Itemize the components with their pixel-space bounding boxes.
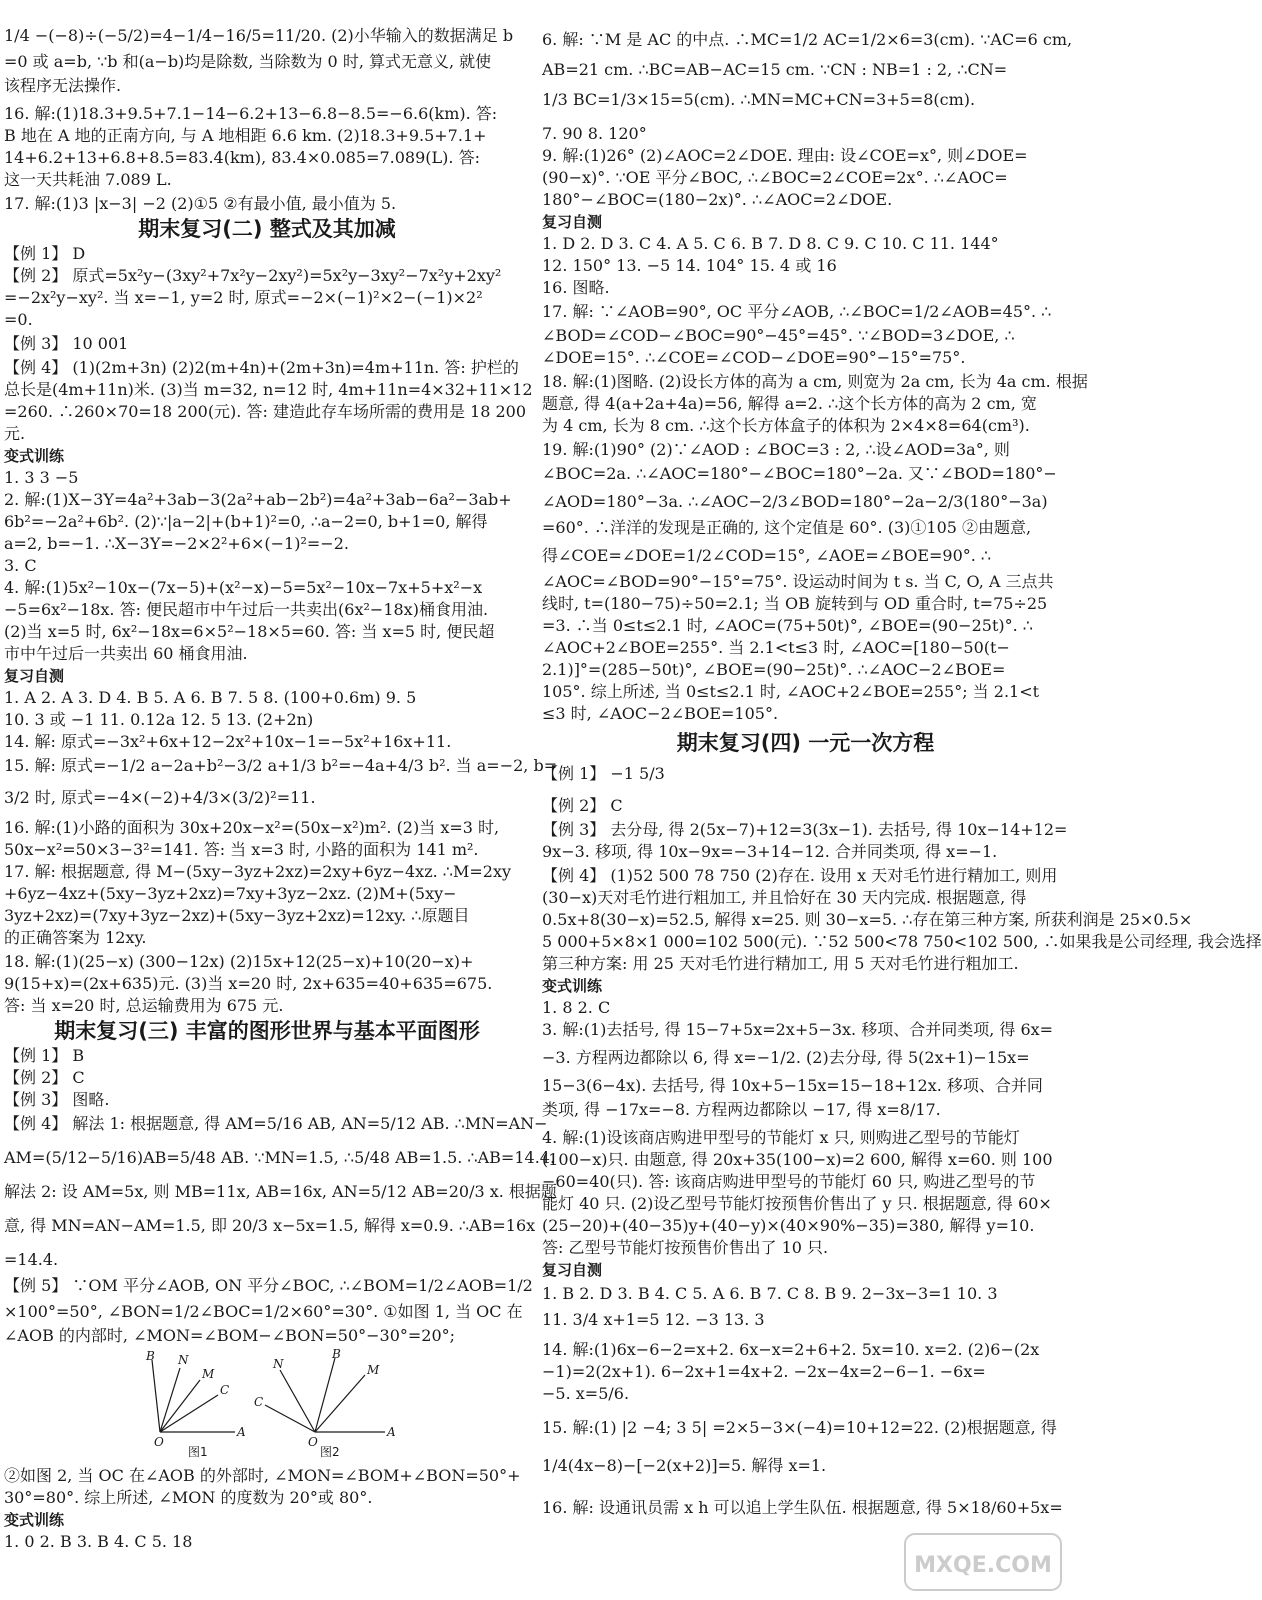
text-line: ∠DOE=15°. ∴∠COE=∠COD−∠DOE=90°−15°=75°.	[542, 348, 966, 367]
figure-1-caption: 图1	[188, 1445, 208, 1459]
text-line: =−2x²y−xy². 当 x=−1, y=2 时, 原式=−2×(−1)²×2−(−1)×2²	[4, 288, 483, 307]
text-line: 【例 3】 去分母, 得 2(5x−7)+12=3(3x−1). 去括号, 得 10x−14+12=	[542, 820, 1068, 839]
text-line: 11. 3/4 x+1=5 12. −3 13. 3	[542, 1310, 765, 1329]
text-line: 16. 解:(1)18.3+9.5+7.1−14−6.2+13−6.8−8.5=−6.6(km). 答:	[4, 104, 498, 123]
subsection-label: 变式训练	[4, 447, 65, 465]
ray-on	[160, 1368, 180, 1432]
text-line: ∠BOC=2a. ∴∠AOC=180°−∠BOC=180°−2a. 又∵∠BOD=180°−	[542, 464, 1057, 483]
text-line: 14. 解: 原式=−3x²+6x+12−2x²+10x−1=−5x²+16x+11.	[4, 732, 452, 751]
text-line: 3yz+2xz)=(7xy+3yz−2xz)+(5xy−3yz+2xz)=12xy. ∴原题目	[4, 906, 470, 925]
text-line: 【例 2】 原式=5x²y−(3xy²+7x²y−2xy²)=5x²y−3xy²−7x²y+2xy²	[4, 266, 502, 285]
text-line: 总长是(4m+11n)米. (3)当 m=32, n=12 时, 4m+11n=4×32+11×12	[4, 380, 533, 399]
text-line: 9. 解:(1)26° (2)∠AOC=2∠DOE. 理由: 设∠COE=x°, 则∠DOE=	[542, 146, 1028, 165]
text-line: 15−3(6−4x). 去括号, 得 10x+5−15x=15−18+12x. 移项、合并同	[542, 1076, 1043, 1095]
text-line: 12. 150° 13. −5 14. 104° 15. 4 或 16	[542, 256, 837, 275]
text-line: 30°=80°. 综上所述, ∠MON 的度数为 20°或 80°.	[4, 1488, 373, 1507]
text-line: 16. 解:(1)小路的面积为 30x+20x−x²=(50x−x²)m². (2)当 x=3 时,	[4, 818, 500, 837]
text-line: 14+6.2+13+6.8+8.5=83.4(km), 83.4×0.085=7.089(L). 答:	[4, 148, 480, 167]
text-line: 1/3 BC=1/3×15=5(cm). ∴MN=MC+CN=3+5=8(cm).	[542, 90, 976, 109]
text-line: ∠AOC+2∠BOE=255°. 当 2.1<t≤3 时, ∠AOC=[180−50(t−	[542, 638, 1010, 657]
left-column	[0, 0, 558, 1600]
text-line: 得∠COE=∠DOE=1/2∠COD=15°, ∠AOE=∠BOE=90°. ∴	[542, 546, 992, 565]
text-line: ≤3 时, ∠AOC−2∠BOE=105°.	[542, 704, 779, 723]
text-line: (25−20)+(40−35)y+(40−y)×(40×90%−35)=380, 解得 y=10.	[542, 1216, 1035, 1235]
text-line: 第三种方案: 用 25 天对毛竹进行精加工, 用 5 天对毛竹进行粗加工.	[542, 954, 1019, 973]
label-m-2: M	[367, 1363, 380, 1377]
label-b-2: B	[332, 1347, 341, 1361]
text-line: 1. D 2. D 3. C 4. A 5. C 6. B 7. D 8. C 9. C 10. C 11. 144°	[542, 234, 999, 253]
text-line: 4. 解:(1)设该商店购进甲型号的节能灯 x 只, 则购进乙型号的节能灯	[542, 1128, 1020, 1147]
text-line: 5 000+5×8×1 000=102 500(元). ∵52 500<78 750<102 500, ∴如果我是公司经理, 我会选择	[542, 932, 1262, 951]
angle-figures	[140, 1347, 400, 1460]
text-line: −1)=2(2x+1). 6−2x+1=4x+2. −2x−4x=2−6−1. −6x=	[542, 1362, 986, 1381]
text-line: 题意, 得 4(a+2a+4a)=56, 解得 a=2. ∴这个长方体的高为 2 cm, 宽	[542, 394, 1037, 413]
text-line: 【例 5】 ∵OM 平分∠AOB, ON 平分∠BOC, ∴∠BOM=1/2∠AOB=1/2	[4, 1276, 533, 1295]
text-line: 3/2 时, 原式=−4×(−2)+4/3×(3/2)²=11.	[4, 788, 316, 807]
text-line: 180°−∠BOC=(180−2x)°. ∴∠AOC=2∠DOE.	[542, 190, 893, 209]
watermark-logo	[903, 1532, 1063, 1592]
text-line: 答: 乙型号节能灯按预售价售出了 10 只.	[542, 1238, 829, 1257]
section-heading: 期末复习(三) 丰富的图形世界与基本平面图形	[54, 1019, 480, 1043]
text-line: 市中午过后一共卖出 60 桶食用油.	[4, 644, 248, 663]
text-line: 17. 解:(1)3 |x−3| −2 (2)①5 ②有最小值, 最小值为 5.	[4, 194, 397, 213]
label-c-2: C	[254, 1395, 264, 1409]
text-line: 18. 解:(1)(25−x) (300−12x) (2)15x+12(25−x)+10(20−x)+	[4, 952, 474, 971]
label-o-2: O	[308, 1435, 318, 1449]
text-line: −3. 方程两边都除以 6, 得 x=−1/2. (2)去分母, 得 5(2x+1)−15x=	[542, 1048, 1030, 1067]
text-line: (2)当 x=5 时, 6x²−18x=6×5²−18×5=60. 答: 当 x=5 时, 便民超	[4, 622, 495, 641]
text-line: 意, 得 MN=AN−AM=1.5, 即 20/3 x−5x=1.5, 解得 x=0.9. ∴AB=16x	[4, 1216, 536, 1235]
text-line: ×100°=50°, ∠BON=1/2∠BOC=1/2×60°=30°. ①如图 1, 当 OC 在	[4, 1302, 523, 1321]
label-n-2: N	[273, 1357, 284, 1371]
text-line: 9(15+x)=(2x+635)元. (3)当 x=20 时, 2x+635=40+635=675.	[4, 974, 493, 993]
subsection-label: 变式训练	[4, 1511, 65, 1529]
text-line: 6b²=−2a²+6b². (2)∵|a−2|+(b+1)²=0, ∴a−2=0, b+1=0, 解得	[4, 512, 488, 531]
text-line: 线时, t=(180−75)÷50=2.1; 当 OB 旋转到与 OD 重合时, t=75÷25	[542, 594, 1048, 613]
text-line: 1/4 −(−8)÷(−5/2)=4−1/4−16/5=11/20. (2)小华输入的数据满足 b	[4, 26, 514, 45]
ray-ob	[152, 1360, 160, 1432]
text-line: 【例 1】 B	[4, 1046, 85, 1065]
text-line: B 地在 A 地的正南方向, 与 A 地相距 6.6 km. (2)18.3+9.5+7.1+	[4, 126, 487, 145]
text-line: ∠BOD=∠COD−∠BOC=90°−45°=45°. ∵∠BOD=3∠DOE, ∴	[542, 326, 1015, 345]
text-line: −5. x=5/6.	[542, 1384, 630, 1403]
text-line: 【例 2】 C	[542, 796, 623, 815]
text-line: a=2, b=−1. ∴X−3Y=−2×2²+6×(−1)²=−2.	[4, 534, 349, 553]
text-line: 1. B 2. D 3. B 4. C 5. A 6. B 7. C 8. B 9. 2−3x−3=1 10. 3	[542, 1284, 998, 1303]
text-line: =3. ∴当 0≤t≤2.1 时, ∠AOC=(75+50t)°, ∠BOE=(90−25t)°. ∴	[542, 616, 1033, 635]
text-line: 10. 3 或 −1 11. 0.12a 12. 5 13. (2+2n)	[4, 710, 314, 729]
text-line: 2.1)]°=(285−50t)°, ∠BOE=(90−25t)°. ∴∠AOC−2∠BOE=	[542, 660, 1006, 679]
text-line: 6. 解: ∵M 是 AC 的中点. ∴MC=1/2 AC=1/2×6=3(cm). ∵AC=6 cm,	[542, 30, 1073, 49]
label-a: A	[237, 1425, 246, 1439]
text-line: =0.	[4, 310, 33, 329]
text-line: 16. 解: 设通讯员需 x h 可以追上学生队伍. 根据题意, 得 5×18/60+5x=	[542, 1498, 1063, 1517]
text-line: 1. A 2. A 3. D 4. B 5. A 6. B 7. 5 8. (100+0.6m) 9. 5	[4, 688, 417, 707]
text-line: 19. 解:(1)90° (2)∵∠AOD : ∠BOC=3 : 2, ∴设∠AOD=3a°, 则	[542, 440, 1010, 459]
text-line: 17. 解: ∵∠AOB=90°, OC 平分∠AOB, ∴∠BOC=1/2∠AOB=45°. ∴	[542, 302, 1052, 321]
watermark-text: MXQE.COM	[914, 1553, 1052, 1578]
text-line: AM=(5/12−5/16)AB=5/48 AB. ∵MN=1.5, ∴5/48 AB=1.5. ∴AB=14.4.	[4, 1148, 556, 1167]
text-line: (100−x)只. 由题意, 得 20x+35(100−x)=2 600, 解得 x=60. 则 100	[542, 1150, 1053, 1169]
text-line: 【例 2】 C	[4, 1068, 85, 1087]
text-line: 为 4 cm, 长为 8 cm. ∴这个长方体盒子的体积为 2×4×8=64(cm³).	[542, 416, 1030, 435]
ray-oc	[160, 1395, 218, 1432]
text-line: 1/4(4x−8)−[−2(x+2)]=5. 解得 x=1.	[542, 1456, 827, 1475]
label-o: O	[154, 1435, 164, 1449]
text-line: 1. 8 2. C	[542, 998, 611, 1017]
text-line: 7. 90 8. 120°	[542, 124, 647, 143]
text-line: 能灯 40 只. (2)设乙型号节能灯按预售价售出了 y 只. 根据题意, 得 60×	[542, 1194, 1052, 1213]
text-line: AB=21 cm. ∴BC=AB−AC=15 cm. ∵CN : NB=1 : 2, ∴CN=	[542, 60, 1008, 79]
text-line: 50x−x²=50×3−3²=141. 答: 当 x=3 时, 小路的面积为 141 m².	[4, 840, 479, 859]
text-line: ∠AOC=∠BOD=90°−15°=75°. 设运动时间为 t s. 当 C, O, A 三点共	[542, 572, 1054, 591]
text-line: 【例 3】 10 001	[4, 334, 129, 353]
text-line: 【例 3】 图略.	[4, 1090, 110, 1109]
text-line: 1. 0 2. B 3. B 4. C 5. 18	[4, 1532, 193, 1551]
label-b: B	[146, 1349, 155, 1363]
text-line: 3. C	[4, 556, 37, 575]
text-line: 14. 解:(1)6x−6−2=x+2. 6x−x=2+6+2. 5x=10. x=2. (2)6−(2x	[542, 1340, 1040, 1359]
text-line: 15. 解: 原式=−1/2 a−2a+b²−3/2 a+1/3 b²=−4a+4/3 b². 当 a=−2, b=	[4, 756, 558, 775]
text-line: 3. 解:(1)去括号, 得 15−7+5x=2x+5−3x. 移项、合并同类项, 得 6x=	[542, 1020, 1054, 1039]
text-line: ∠AOD=180°−3a. ∴∠AOC−2/3∠BOD=180°−2a−2/3(180°−3a)	[542, 492, 1048, 511]
text-line: 答: 当 x=20 时, 总运输费用为 675 元.	[4, 996, 284, 1015]
text-line: −5=6x²−18x. 答: 便民超市中午过后一共卖出(6x²−18x)桶食用油.	[4, 600, 489, 619]
text-line: 9x−3. 移项, 得 10x−9x=−3+14−12. 合并同类项, 得 x=−1.	[542, 842, 998, 861]
text-line: =260. ∴260×70=18 200(元). 答: 建造此存车场所需的费用是 18 200	[4, 402, 527, 421]
text-line: 这一天共耗油 7.089 L.	[4, 170, 172, 189]
subsection-label: 复习自测	[542, 213, 603, 231]
text-line: 105°. 综上所述, 当 0≤t≤2.1 时, ∠AOC+2∠BOE=255°; 当 2.1<t	[542, 682, 1040, 701]
text-line: 17. 解: 根据题意, 得 M−(5xy−3yz+2xz)=2xy+6yz−4xz. ∴M=2xy	[4, 862, 512, 881]
text-line: 解法 2: 设 AM=5x, 则 MB=11x, AB=16x, AN=5/12 AB=20/3 x. 根据题	[4, 1182, 557, 1201]
text-line: 4. 解:(1)5x²−10x−(7x−5)+(x²−x)−5=5x²−10x−7x+5+x²−x	[4, 578, 483, 597]
text-line: 的正确答案为 12xy.	[4, 928, 147, 947]
text-line: 1. 3 3 −5	[4, 468, 79, 487]
label-a-2: A	[387, 1425, 396, 1439]
section-heading: 期末复习(二) 整式及其加减	[138, 217, 396, 241]
text-line: (30−x)天对毛竹进行粗加工, 并且恰好在 30 天内完成. 根据题意, 得	[542, 888, 1027, 907]
ray-om	[160, 1380, 200, 1432]
text-line: 类项, 得 −17x=−8. 方程两边都除以 −17, 得 x=8/17.	[542, 1100, 941, 1119]
text-line: 18. 解:(1)图略. (2)设长方体的高为 a cm, 则宽为 2a cm, 长为 4a cm. 根据	[542, 372, 1088, 391]
subsection-label: 变式训练	[542, 977, 603, 995]
subsection-label: 复习自测	[4, 667, 65, 685]
text-line: =60°. ∴洋洋的发现是正确的, 这个定值是 60°. (3)①105 ②由题意,	[542, 518, 1032, 537]
text-line: (90−x)°. ∵OE 平分∠BOC, ∴∠BOC=2∠COE=2x°. ∴∠AOC=	[542, 168, 1008, 187]
figure-2-caption: 图2	[320, 1445, 340, 1459]
text-line: 该程序无法操作.	[4, 76, 122, 95]
text-line: =0 或 a=b, ∵b 和(a−b)均是除数, 当除数为 0 时, 算式无意义, 就使	[4, 52, 492, 71]
text-line: 2. 解:(1)X−3Y=4a²+3ab−3(2a²+ab−2b²)=4a²+3ab−6a²−3ab+	[4, 490, 512, 509]
right-column	[538, 0, 1262, 1600]
text-line: 【例 1】 −1 5/3	[542, 764, 665, 783]
subsection-label: 复习自测	[542, 1261, 603, 1279]
text-line: 【例 4】 (1)52 500 78 750 (2)存在. 设用 x 天对毛竹进行精加工, 则用	[542, 866, 1058, 885]
label-c: C	[220, 1383, 230, 1397]
text-line: =14.4.	[4, 1250, 59, 1269]
text-line: 元.	[4, 424, 26, 443]
label-n: N	[178, 1353, 189, 1367]
text-line: 16. 图略.	[542, 278, 610, 297]
text-line: ∠AOB 的内部时, ∠MON=∠BOM−∠BON=50°−30°=20°;	[4, 1326, 456, 1345]
text-line: +6yz−4xz+(5xy−3yz+2xz)=7xy+3yz−2xz. (2)M+(5xy−	[4, 884, 457, 903]
text-line: 【例 4】 (1)(2m+3n) (2)2(m+4n)+(2m+3n)=4m+11n. 答: 护栏的	[4, 358, 519, 377]
text-line: 0.5x+8(30−x)=52.5, 解得 x=25. 则 30−x=5. ∴存在第三种方案, 所获利润是 25×0.5×	[542, 910, 1193, 929]
text-line: 15. 解:(1) |2 −4; 3 5| =2×5−3×(−4)=10+12=22. (2)根据题意, 得	[542, 1418, 1057, 1437]
text-line: 【例 1】 D	[4, 244, 86, 263]
label-m: M	[202, 1367, 215, 1381]
text-line: −60=40(只). 答: 该商店购进甲型号的节能灯 60 只, 购进乙型号的节	[542, 1172, 1036, 1191]
text-line: ②如图 2, 当 OC 在∠AOB 的外部时, ∠MON=∠BOM+∠BON=50°+	[4, 1466, 521, 1485]
section-heading: 期末复习(四) 一元一次方程	[676, 731, 935, 755]
text-line: 【例 4】 解法 1: 根据题意, 得 AM=5/16 AB, AN=5/12 AB. ∴MN=AN−	[4, 1114, 548, 1133]
